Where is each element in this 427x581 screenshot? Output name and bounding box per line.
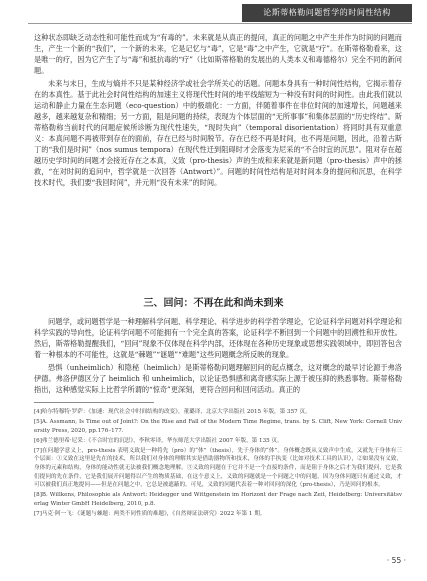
paragraph: 恐惧（unheimlich）和隐秘（heimlich）是斯蒂格勒问题理解回问的起点概念，这对概念的最早讨论源于弗洛伊德。弗洛伊德区分了 heimlich 和 unheimlich，以论证恐惧感和离奇感实际上源于被压抑的熟悉事物。斯蒂格勒指出，这种感觉实际上比哲学所谓的“惊奇”更深刻，更符合回问和回问活动。真正的 <box>34 363 402 394</box>
page-number: · 55 · <box>386 556 406 565</box>
paragraph: 这种状态即缺乏动态性和可能性而成为“有毒的”。未来就是从真正的提问，真正的问题之中产生并作为时间的问题而生，产生一个新的“我们”，一个新的未来，它是记忆与“毒”，它是“毒”之中产生，它就是“疗”。在斯蒂格勒看来，这是唯一的疗，因为它产生了与“毒”和抵抗毒的“疗”（比如斯蒂格勒的发展出的人类本义和毒德格尔）完全不同的新问题。 <box>34 33 402 75</box>
footnotes <box>34 408 402 520</box>
footnote: [4]哈尔特穆特·罗萨：《加速：现代社会中时间结构的改变》，董璐译，北京大学出版社 2015 年版，第 357 页。 <box>34 409 311 415</box>
footnote: [6]弗兰德里希·尼采：《不合时宜的沉思》，李秋零译，华东师范大学出版社 2007 年版，第 135 页。 <box>34 437 283 444</box>
footnote: [7]马克·阿一飞：《谜题与棘题：两类不同性质的难题》，《自然辩证法研究》2022 年第 1 期。 <box>34 511 266 518</box>
footnote-rule <box>34 402 154 403</box>
running-header: 论斯蒂格勒问题哲学的时间性结构 <box>242 4 412 22</box>
footnote: [8]B. Willkens, Philosophie als Antwort: Heidegger und Wittgenstein im Horizont der Frage nach Zeit, Heidelberg: Universitätsverlag Winter GmbH Heidelberg, 2010, p.8. <box>34 492 402 507</box>
footnote: [7]在问题学意义上，pro-thesis 表明义致是一种将先（pro）的“体”（thesis），先于身体的“体”。身体概念既从义致声中生成，又就先于身体有三个层面：①义致在这里是先在的技术，所以我们对身体的理解其实是借助器物所和技术，身体的手执变（比如对技术工具的认识），②如果没有义致，身体的元素和结构，身体的能动性就无法被我们概念地理解。③义致的问题在于它并不是一个直接的条件，而是阻于身体之后才为我们提问，它是我们提问的先在条件，它是我们展开问题得以产生的物质基础，在这个意义上，义致的问题就是一个问题之中的问题，因为身体问题只有通过义致，才可以被我们真正地提问——但是在问题之中，它总是被遮蔽的。可见，义致的问题代表着一种对回问的深化（pro-thesis），乃是回问的根本。 <box>34 447 402 489</box>
header-rule <box>28 23 412 24</box>
footnote: [5]A. Assmann, Is Time out of Joint?: On the Rise and Fall of the Modern Time Regime, trans. by S. Clift, New York: Cornell University Press, 2020, pp.176–177. <box>34 419 402 434</box>
paragraph: 问题学，或问题哲学是一种理解科学问题、科学理论、科学进步的科学哲学理论，它论证科学问题对科学理论和科学实践的导向性，论证科学问题不可能拥有一个完全真的答案，论证科学不断回到一个问题中的回溯性和开放性。然后，斯蒂格勒提醒我们，“回问”现象不仅体现在科学内部，还体现在各种历史现象或思想实践领域中，即回答包含着一种根本的不可能性，这就是“棘题”“谜题”“难题”这些问题概念所反映的现象。 <box>34 317 402 359</box>
paragraph: 未来与末日，生成与熵并不只是某种经济学或社会学所关心的话题。问题本身具有一种时间性结构，它揭示着存在的本真性。基于此社会时间性结构的加速主义将现代性时间的地平线缩短为一种没有时间的时间性。由此我们就以运动和静止力量在生态问题（eco-question）中的极端化：一方面，伴随着事件在非位时间的加速增长，问题越来越多，越来越复杂和精细；另一方面，阻是问题的持续，表现为个体层面的“无所事事”和集体层面的“历史终结”。斯蒂格勒称当前时代的问题症候所诊断为现代性速失，“现时失向”（temporal disorientation）将同时具有双重意义：本真问题不再被带到存在的面前，存在已经与时间脱节。存在已经不再是时间，也不再是问题，因此，沿着古斯丁的“我们是时间”（nos sumus tempora）在现代性迁到阻碍时才会落变为尼采的“不合时宜的沉思”。阻对存在超越历史学时间的问题才会接近存在之本真，义致（pro-thesis）声的生成和来来就是新问题（pro-thesis）声中的拯救，“在对时间的追问中，哲学就是一次回答（Antwort）”。问题的时间性结构是对时间本身的提问和沉思，在科学技术时代，我们要“我回时间”，并元则“没有未来”的时间。 <box>34 79 402 187</box>
body-text <box>34 32 402 190</box>
section-body <box>34 316 402 397</box>
section-title: 三、回问：不再在此和尚未到来 <box>143 298 284 309</box>
